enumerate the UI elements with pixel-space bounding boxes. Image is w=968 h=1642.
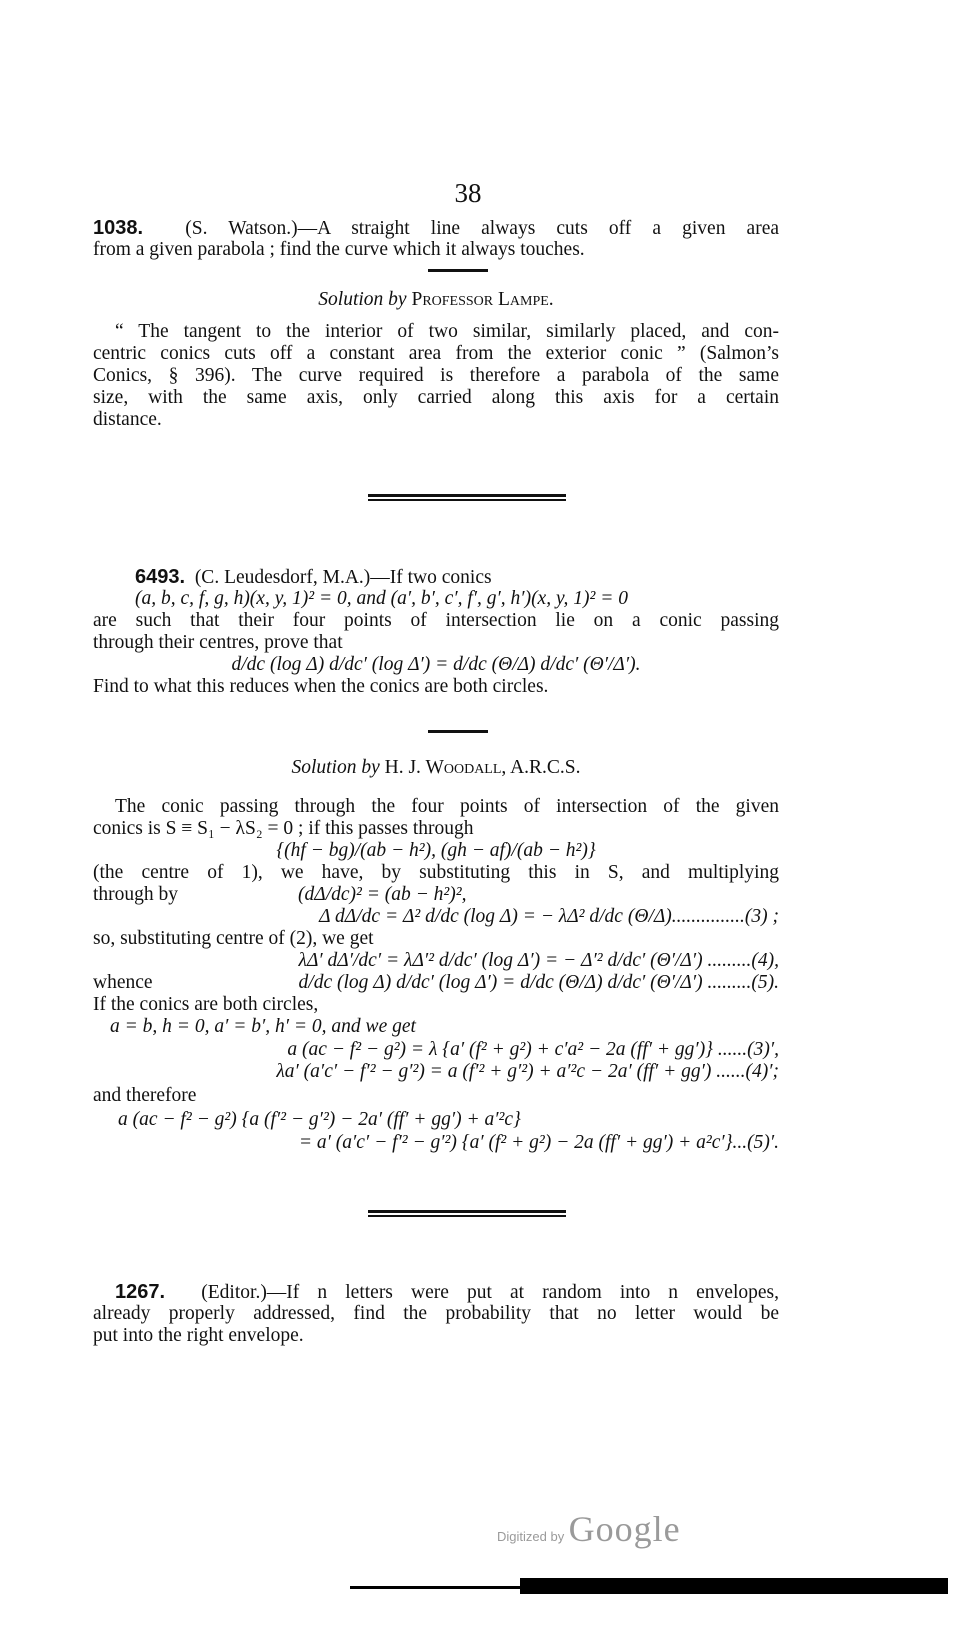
solution-line: (the centre of 1), we have, by substituting this in S, and multiplying [93, 862, 779, 883]
equation: (a, b, c, f, g, h)(x, y, 1)² = 0, and (a′, b′, c′, f′, g′, h′)(x, y, 1)² = 0 [135, 588, 629, 609]
text-line: are such that their four points of intersection lie on a conic passing [93, 610, 779, 631]
equation: d/dc (log Δ) d/dc′ (log Δ′) = d/dc (Θ/Δ) d/dc′ (Θ′/Δ′). [231, 654, 641, 675]
text: whence [93, 972, 153, 993]
solution-line: size, with the same axis, only carried along this axis for a certain [93, 387, 779, 408]
page-number: 38 [454, 178, 482, 208]
watermark-text: Digitized by [497, 1529, 565, 1544]
solution-line: The conic passing through the four points of intersection of the given [115, 796, 779, 817]
solution-by: Solution by [291, 757, 380, 778]
solution-line: so, substituting centre of (2), we get [93, 928, 374, 949]
solution-heading [93, 757, 779, 779]
text-line: put into the right envelope. [93, 1325, 304, 1346]
solver: Professor Lampe. [411, 289, 554, 310]
scan-edge [350, 1586, 530, 1589]
equation: a = b, h = 0, a′ = b′, h′ = 0, and we get [110, 1016, 416, 1037]
solution-by: Solution by [318, 289, 407, 310]
divider [428, 730, 488, 733]
solution-line: and therefore [93, 1085, 197, 1106]
google-logo: Google [568, 1509, 681, 1549]
equation: d/dc (log Δ) d/dc′ (log Δ′) = d/dc (Θ/Δ) d/dc′ (Θ′/Δ′) .........(5). [298, 972, 779, 993]
solution-line: conics is S ≡ S₁ − λS₂ = 0 ; if this passes through [93, 818, 474, 839]
scan-edge [520, 1578, 948, 1594]
solver: H. J. Woodall, A.R.C.S. [384, 757, 581, 778]
problem-6493-line-1 [135, 566, 779, 589]
text-line: through their centres, prove that [93, 632, 343, 653]
problem-number: 1038. [93, 217, 144, 239]
solution-line: centric conics cuts off a constant area from the exterior conic ” (Salmon’s [93, 343, 779, 364]
solution-line: Conics, § 396). The curve required is therefore a parabola of the same [93, 365, 779, 386]
equation: Δ dΔ/dc = Δ² d/dc (log Δ) = − λΔ² d/dc (Θ/Δ)...............(3) ; [319, 906, 779, 927]
problem-1038-line-1 [93, 217, 779, 240]
equation: λΔ′ dΔ′/dc′ = λΔ′² d/dc′ (log Δ′) = − Δ′² d/dc′ (Θ′/Δ′) .........(4), [298, 950, 779, 971]
equation: a (ac − f² − g²) {a (f′² − g′²) − 2a′ (ff′ + gg′) + a′²c} [118, 1109, 521, 1130]
text-line: Find to what this reduces when the conics are both circles. [93, 676, 549, 697]
text: (C. Leudesdorf, M.A.)—If two conics [194, 567, 492, 588]
solution-heading [93, 289, 779, 311]
solution-line: “ The tangent to the interior of two similar, similarly placed, and con- [115, 321, 779, 342]
text: through by [93, 884, 179, 905]
equation: = a′ (a′c′ − f′² − g′²) {a′ (f² + g²) − 2a (ff′ + gg′) + a²c′}...(5)′. [298, 1132, 779, 1153]
double-divider [368, 494, 566, 501]
text: (Editor.)—If n letters were put at random into n envelopes, [201, 1282, 779, 1303]
divider [428, 269, 488, 272]
equation: (dΔ/dc)² = (ab − h²)², [298, 884, 467, 905]
solution-line [93, 972, 779, 994]
google-watermark [497, 1508, 681, 1550]
equation: λa′ (a′c′ − f′² − g′²) = a (f′² + g′²) + a′²c − 2a′ (ff′ + gg′) ......(4)′; [276, 1061, 779, 1082]
equation: {(hf − bg)/(ab − h²), (gh − af)/(ab − h²)} [276, 840, 596, 861]
solution-line [93, 884, 779, 906]
solution-line: If the conics are both circles, [93, 994, 319, 1015]
solution-line: distance. [93, 409, 162, 430]
text: (S. Watson.)—A straight line always cuts off a given area [185, 218, 780, 239]
problem-number: 1267. [115, 1281, 166, 1303]
problem-number: 6493. [135, 566, 186, 588]
problem-1038-line-2: from a given parabola ; find the curve which it always touches. [93, 239, 585, 260]
text-line: already properly addressed, find the probability that no letter would be [93, 1303, 779, 1324]
equation: a (ac − f² − g²) = λ {a′ (f² + g²) + c′a² − 2a (ff′ + gg′)} ......(3)′, [287, 1039, 779, 1060]
double-divider [368, 1210, 566, 1217]
problem-1267-line-1 [115, 1281, 779, 1304]
